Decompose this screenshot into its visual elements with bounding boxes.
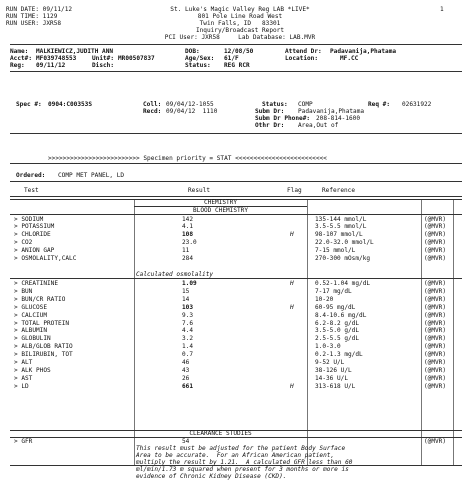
row-reference: 6.2-8.2 g/dL (315, 319, 360, 327)
specimen-priority: >>>>>>>>>>>>>>>>>>>>>>>>> Specimen priority = STAT <<<<<<<<<<<<<<<<<<<<<<<<< (48, 155, 327, 162)
row-reference: 3.5-5.0 g/dL (315, 327, 360, 335)
attend-label: Attend Dr: (285, 48, 322, 55)
row-test: > GLUCOSE (14, 303, 48, 311)
row-test: > POTASSIUM (14, 223, 55, 231)
row-result: 14 (182, 295, 190, 303)
spec-status: COMP (298, 101, 313, 108)
row-result: 661 (182, 382, 194, 390)
othr-dr: Area,Out of (298, 122, 339, 129)
row-reference: 0.2-1.3 mg/dL (315, 351, 363, 359)
patient-status-label: Status: (185, 62, 211, 69)
row-test: > CALCIUM (14, 311, 48, 319)
row-reference: 10-20 (315, 295, 334, 303)
row-site: (@MVR) (424, 327, 447, 335)
row-site: (@MVR) (424, 280, 447, 287)
gfr-test: > GFR (14, 438, 33, 445)
coll-datetime: 09/04/12-1055 (166, 101, 214, 108)
row-result: 103 (182, 303, 194, 311)
row-result: 284 (182, 255, 194, 262)
reg-label: Reg: (10, 62, 25, 69)
row-site: (@MVR) (424, 382, 447, 390)
col-reference: Reference (322, 187, 356, 194)
ordered-tests: COMP MET PANEL, LD (58, 172, 125, 179)
row-test: > BILIRUBIN, TOT (14, 351, 73, 359)
row-reference: 60-95 mg/dL (315, 303, 356, 311)
row-site: (@MVR) (424, 215, 447, 223)
row-result: 0.7 (182, 351, 194, 359)
row-site: (@MVR) (424, 287, 447, 295)
col-result: Result (188, 187, 211, 194)
subm-dr: Padavanija,Phatama (298, 108, 365, 115)
req-label: Req #: (368, 101, 391, 108)
row-test: > LD (14, 382, 29, 390)
row-result: 46 (182, 359, 190, 366)
row-site: (@MVR) (424, 335, 447, 343)
row-site: (@MVR) (424, 311, 447, 319)
row-test: > BUN/CR RATIO (14, 295, 66, 303)
address-line1: 801 Pole Line Road West (197, 13, 283, 20)
spec-label: Spec #: (16, 101, 42, 108)
row-test: > OSMOLALITY,CALC (14, 255, 77, 262)
agesex: 61/F (224, 55, 239, 62)
row-site: (@MVR) (424, 231, 447, 239)
dob-label: DOB: (185, 48, 200, 55)
ordered-label: Ordered: (16, 172, 46, 179)
row-result: 4.4 (182, 327, 194, 335)
row-reference: 2.5-5.5 g/dL (315, 335, 360, 343)
row-site: (@MVR) (424, 374, 447, 382)
row-result: 43 (182, 366, 190, 374)
row-site: (@MVR) (424, 295, 447, 303)
hospital-name: St. Luke's Magic Valley Reg LAB *LIVE* (170, 6, 310, 13)
run-time: RUN TIME: 1129 (6, 13, 58, 20)
section-chemistry: CHEMISTRY (203, 199, 238, 206)
row-test: > ALT (14, 359, 33, 366)
row-reference: 135-144 mmol/L (315, 215, 367, 223)
row-test: > ALB/GLOB RATIO (14, 343, 73, 351)
row-site: (@MVR) (424, 343, 447, 351)
gfr-site: (@MVR) (424, 438, 447, 445)
row-site: (@MVR) (424, 239, 447, 247)
dob: 12/08/50 (224, 48, 254, 55)
row-reference: 14-36 U/L (315, 374, 349, 382)
row-test: > AST (14, 374, 33, 382)
location-label: Location: (285, 55, 319, 62)
divider (10, 181, 462, 182)
req-number: 02631922 (402, 101, 432, 108)
row-result: 1.4 (182, 343, 194, 351)
row-reference: 9-52 U/L (315, 359, 345, 366)
row-site: (@MVR) (424, 351, 447, 359)
row-site: (@MVR) (424, 255, 447, 262)
disch-label: Disch: (92, 62, 115, 69)
agesex-label: Age/Sex: (185, 55, 215, 62)
row-result: 108 (182, 231, 194, 239)
reg-date: 09/11/12 (36, 62, 66, 69)
row-flag: H (290, 231, 294, 239)
report-title: Inquiry/Broadcast Report (195, 27, 285, 34)
page-number: 1 (440, 6, 444, 13)
divider (10, 71, 462, 72)
divider (10, 44, 462, 45)
patient-status: REG RCR (224, 62, 250, 69)
calc-osmolality-note: Calculated osmolality (136, 271, 214, 278)
row-site: (@MVR) (424, 303, 447, 311)
row-reference: 38-126 U/L (315, 366, 352, 374)
row-result: 11 (182, 247, 190, 255)
row-site: (@MVR) (424, 247, 447, 255)
run-user: RUN USER: JXR58 (6, 20, 62, 27)
col-flag: Flag (287, 187, 302, 194)
row-reference: 7-15 mmol/L (315, 247, 356, 255)
row-result: 1.09 (182, 280, 197, 287)
section-blood-chemistry: BLOOD CHEMISTRY (192, 207, 249, 214)
row-flag: H (290, 382, 294, 390)
row-result: 3.2 (182, 335, 194, 343)
row-reference: 1.0-3.0 (315, 343, 341, 351)
row-test: > CHLORIDE (14, 231, 51, 239)
row-site: (@MVR) (424, 223, 447, 231)
row-test: > CREATININE (14, 280, 59, 287)
row-result: 9.3 (182, 311, 194, 319)
row-reference: 98-107 mmol/L (315, 231, 363, 239)
row-reference: 22.0-32.0 mmol/L (315, 239, 374, 247)
othr-dr-label: Othr Dr: (255, 122, 285, 129)
name-label: Name: (10, 48, 29, 55)
attend-doctor: Padavanija,Phatama (330, 48, 397, 55)
spec-status-label: Status: (262, 101, 288, 108)
row-site: (@MVR) (424, 366, 447, 374)
row-result: 4.1 (182, 223, 194, 231)
row-test: > BUN (14, 287, 33, 295)
gfr-note-line: ml/min/1.73 m squared when present for 3 months or more is (136, 466, 349, 473)
acct-label: Acct#: (10, 55, 33, 62)
acct-number: MF039748553 (36, 55, 77, 62)
unit-number: MR00507837 (118, 55, 155, 62)
gfr-result: 54 (182, 438, 190, 445)
row-flag: H (290, 280, 294, 287)
row-reference: 313-618 U/L (315, 382, 356, 390)
row-result: 142 (182, 215, 194, 223)
patient-name: MALKIEWICZ,JUDITH ANN (36, 48, 114, 55)
gfr-note-line: This result must be adjusted for the patient Body Surface (136, 445, 346, 452)
row-test: > ALBUMIN (14, 327, 48, 335)
divider (10, 196, 462, 197)
unit-label: Unit#: (92, 55, 115, 62)
subm-dr-label: Subm Dr: (255, 108, 285, 115)
coll-label: Coll: (143, 101, 162, 108)
row-reference: 270-300 mOsm/kg (315, 255, 371, 262)
row-flag: H (290, 303, 294, 311)
row-test: > TOTAL PROTEIN (14, 319, 70, 327)
divider (10, 133, 462, 134)
subm-phone-label: Subm Dr Phone#: (255, 115, 311, 122)
row-result: 15 (182, 287, 190, 295)
row-result: 23.0 (182, 239, 197, 247)
row-site: (@MVR) (424, 359, 447, 366)
row-test: > CO2 (14, 239, 33, 247)
recd-datetime: 09/04/12 1110 (166, 108, 218, 115)
pci-user: PCI User: JXR58 Lab Database: LAB.MVR (164, 34, 316, 41)
gfr-note-line: Area to be accurate. For an African American patient, (136, 452, 335, 459)
run-date: RUN DATE: 09/11/12 (6, 6, 73, 13)
row-reference: 3.5-5.5 mmol/L (315, 223, 367, 231)
row-result: 26 (182, 374, 190, 382)
row-test: > ALK PHOS (14, 366, 51, 374)
row-test: > GLOBULIN (14, 335, 51, 343)
row-test: > SODIUM (14, 215, 44, 223)
col-test: Test (24, 187, 39, 194)
subm-phone: 208-814-1600 (316, 115, 361, 122)
section-clearance: CLEARANCE STUDIES (189, 430, 252, 437)
row-site: (@MVR) (424, 319, 447, 327)
recd-label: Recd: (143, 108, 162, 115)
row-reference: 8.4-10.6 mg/dL (315, 311, 367, 319)
row-result: 7.6 (182, 319, 194, 327)
row-test: > ANION GAP (14, 247, 55, 255)
location: MF.CC (340, 55, 359, 62)
row-reference: 7-17 mg/dL (315, 287, 352, 295)
row-reference: 0.52-1.04 mg/dL (315, 280, 371, 287)
gfr-note-line: multiply the result by 1.21. A calculated GFR less than 60 (136, 459, 353, 466)
divider (10, 163, 462, 164)
spec-number: 0904:C00353S (48, 101, 93, 108)
address-line2: Twin Falls, ID 83301 (199, 20, 281, 27)
gfr-note-line: evidence of Chronic Kidney Disease (CKD). (136, 473, 287, 480)
